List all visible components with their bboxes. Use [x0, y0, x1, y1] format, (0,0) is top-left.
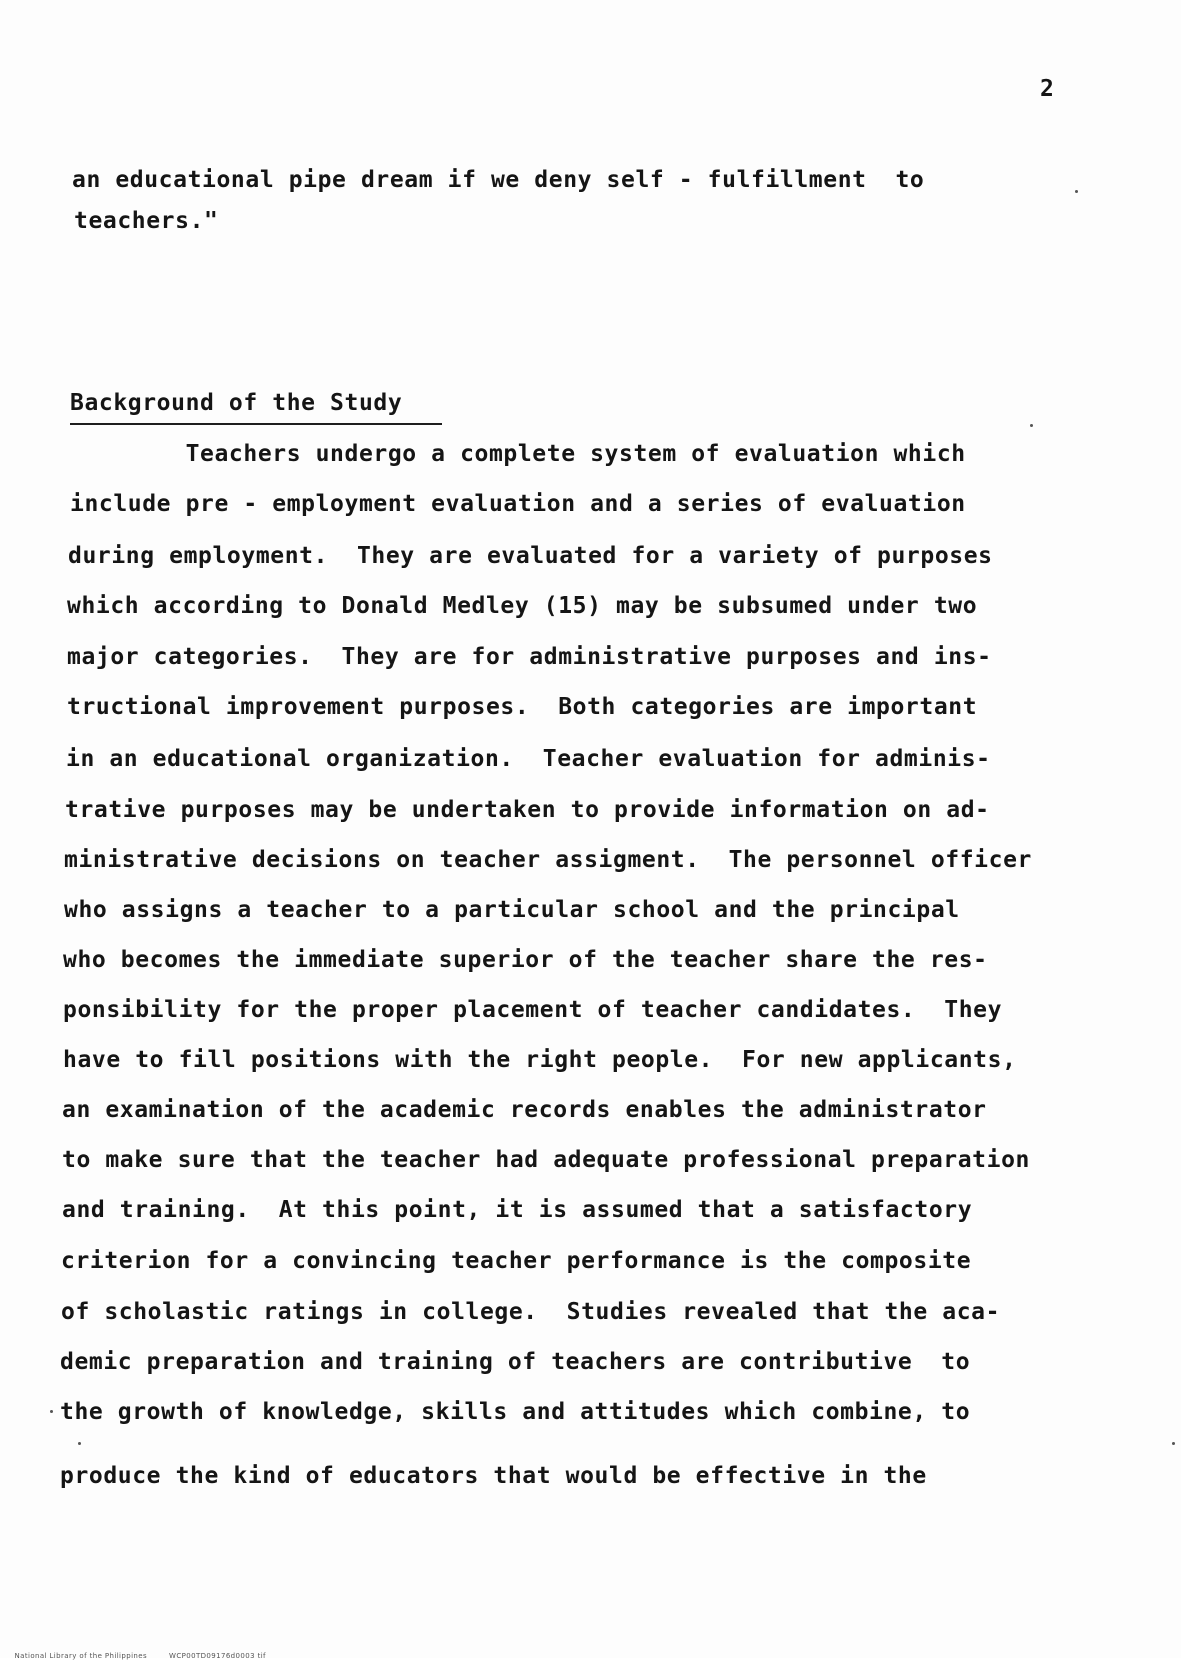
body-line: trative purposes may be undertaken to provide information on ad-	[65, 797, 990, 823]
body-line: an examination of the academic records enables the administrator	[62, 1097, 987, 1123]
body-line: to make sure that the teacher had adequate professional preparation	[62, 1147, 1030, 1173]
intro-line: an educational pipe dream if we deny self - fulfillment to	[72, 167, 925, 193]
footer-file-id: WCP00TD09176d0003 tif	[169, 1652, 266, 1660]
body-line: have to fill positions with the right people. For new applicants,	[63, 1047, 1017, 1073]
body-line: produce the kind of educators that would be effective in the	[60, 1463, 927, 1489]
body-line: and training. At this point, it is assumed that a satisfactory	[62, 1197, 973, 1223]
body-line: criterion for a convincing teacher performance is the composite	[61, 1248, 972, 1274]
body-line: demic preparation and training of teachers are contributive to	[60, 1349, 971, 1375]
body-line: Teachers undergo a complete system of evaluation which	[70, 441, 966, 467]
body-line: of scholastic ratings in college. Studies revealed that the aca-	[61, 1299, 1001, 1325]
body-line: include pre - employment evaluation and a series of evaluation	[70, 491, 966, 517]
section-heading: Background of the Study	[70, 390, 403, 416]
body-line: who becomes the immediate superior of the teacher share the res-	[63, 947, 988, 973]
body-line: which according to Donald Medley (15) may be subsumed under two	[67, 593, 978, 619]
scan-speck	[50, 1410, 53, 1413]
body-line: during employment. They are evaluated for a variety of purposes	[68, 543, 993, 569]
intro-line: teachers."	[74, 208, 219, 234]
body-line: ministrative decisions on teacher assigment. The personnel officer	[64, 847, 1032, 873]
scan-speck	[1172, 1442, 1175, 1445]
heading-underline	[70, 423, 442, 425]
scan-speck	[78, 1442, 81, 1445]
body-line: who assigns a teacher to a particular school and the principal	[64, 897, 960, 923]
page-number: 2	[1040, 76, 1054, 102]
body-line: tructional improvement purposes. Both categories are important	[67, 694, 978, 720]
body-line: in an educational organization. Teacher evaluation for adminis-	[66, 746, 991, 772]
footer-library: National Library of the Philippines	[14, 1652, 148, 1660]
body-line: major categories. They are for administrative purposes and ins-	[67, 644, 992, 670]
scan-speck	[1075, 190, 1078, 193]
body-line: the growth of knowledge, skills and attitudes which combine, to	[60, 1399, 971, 1425]
scan-speck	[1030, 424, 1033, 427]
body-line: ponsibility for the proper placement of teacher candidates. They	[63, 997, 1003, 1023]
scan-footer	[4, 1644, 288, 1668]
